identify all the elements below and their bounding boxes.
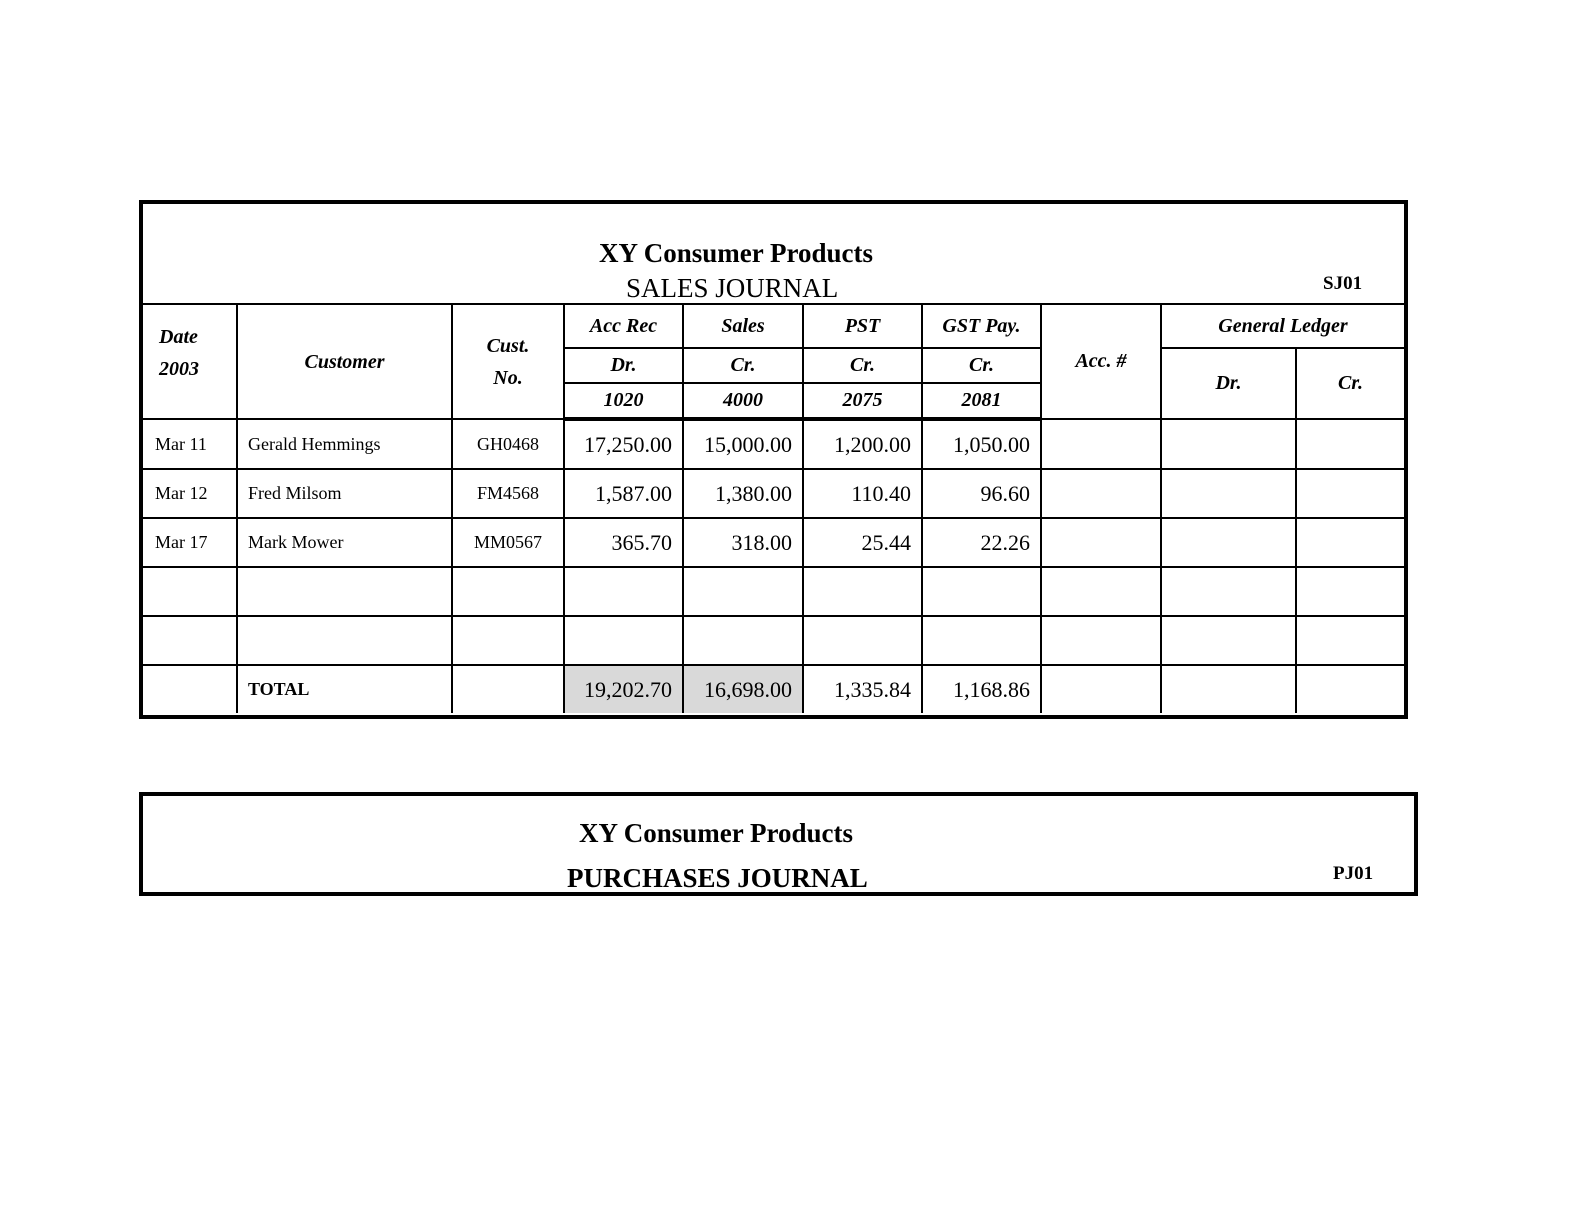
header-pst-side: Cr. xyxy=(803,348,922,383)
header-sales: Sales xyxy=(683,304,803,348)
total-label: TOTAL xyxy=(237,665,452,713)
purchases-journal-code: PJ01 xyxy=(1333,863,1374,884)
row-customer: Mark Mower xyxy=(237,518,452,567)
header-acc-num: Acc. # xyxy=(1041,304,1161,419)
empty-cell xyxy=(143,616,237,665)
header-date-year: 2003 xyxy=(159,358,199,380)
total-cust-no-cell xyxy=(452,665,564,713)
empty-cell xyxy=(803,616,922,665)
table-row xyxy=(143,469,1404,518)
header-pst: PST xyxy=(803,304,922,348)
row-gl-cr xyxy=(1296,419,1404,469)
empty-cell xyxy=(1296,616,1404,665)
header-date xyxy=(143,304,237,419)
sales-company-name: XY Consumer Products xyxy=(599,238,874,268)
empty-cell xyxy=(683,616,803,665)
total-row xyxy=(143,665,1404,713)
header-cust-no-line2: No. xyxy=(493,366,523,389)
row-cust-no: GH0468 xyxy=(452,419,564,469)
row-acc-rec: 17,250.00 xyxy=(564,419,683,469)
total-acc-num-cell xyxy=(1041,665,1161,713)
header-cust-no-line1: Cust. xyxy=(486,334,530,357)
row-acc-rec: 365.70 xyxy=(564,518,683,567)
header-acc-rec: Acc Rec xyxy=(564,304,683,348)
header-pst-number: 2075 xyxy=(803,383,922,419)
header-date-label: Date xyxy=(159,326,198,348)
total-date-cell xyxy=(143,665,237,713)
sales-journal-title: SALES JOURNAL xyxy=(626,273,839,303)
empty-cell xyxy=(237,567,452,616)
total-gl-dr-cell xyxy=(1161,665,1296,713)
header-sales-side: Cr. xyxy=(683,348,803,383)
header-customer: Customer xyxy=(237,304,452,419)
row-date: Mar 11 xyxy=(143,419,237,469)
empty-cell xyxy=(922,616,1041,665)
header-gl-dr: Dr. xyxy=(1161,348,1296,419)
empty-cell xyxy=(922,567,1041,616)
header-acc-rec-number: 1020 xyxy=(564,383,683,419)
row-acc-num xyxy=(1041,419,1161,469)
row-pst: 25.44 xyxy=(803,518,922,567)
row-gl-cr xyxy=(1296,518,1404,567)
row-gl-dr xyxy=(1161,469,1296,518)
purchases-journal-title: PURCHASES JOURNAL xyxy=(567,863,868,893)
header-gl-cr: Cr. xyxy=(1296,348,1404,419)
empty-cell xyxy=(1041,616,1161,665)
header-cust-no xyxy=(452,304,564,419)
total-gl-cr-cell xyxy=(1296,665,1404,713)
row-acc-num xyxy=(1041,518,1161,567)
row-sales: 15,000.00 xyxy=(683,419,803,469)
table-row xyxy=(143,518,1404,567)
header-gst-number: 2081 xyxy=(922,383,1041,419)
empty-cell xyxy=(1041,567,1161,616)
row-acc-num xyxy=(1041,469,1161,518)
row-gl-dr xyxy=(1161,419,1296,469)
row-cust-no: FM4568 xyxy=(452,469,564,518)
empty-cell xyxy=(452,616,564,665)
empty-cell xyxy=(452,567,564,616)
header-acc-rec-side: Dr. xyxy=(564,348,683,383)
empty-cell xyxy=(683,567,803,616)
sales-journal xyxy=(139,200,1408,719)
row-cust-no: MM0567 xyxy=(452,518,564,567)
header-sales-number: 4000 xyxy=(683,383,803,419)
row-gst: 1,050.00 xyxy=(922,419,1041,469)
empty-row xyxy=(143,567,1404,616)
row-acc-rec: 1,587.00 xyxy=(564,469,683,518)
row-customer: Gerald Hemmings xyxy=(237,419,452,469)
header-general-ledger: General Ledger xyxy=(1161,304,1404,348)
header-gst-side: Cr. xyxy=(922,348,1041,383)
empty-cell xyxy=(564,616,683,665)
row-gst: 22.26 xyxy=(922,518,1041,567)
total-gst: 1,168.86 xyxy=(922,665,1041,713)
row-pst: 1,200.00 xyxy=(803,419,922,469)
row-date: Mar 12 xyxy=(143,469,237,518)
header-gst: GST Pay. xyxy=(922,304,1041,348)
row-date: Mar 17 xyxy=(143,518,237,567)
total-sales: 16,698.00 xyxy=(683,665,803,713)
table-row xyxy=(143,419,1404,469)
row-gl-cr xyxy=(1296,469,1404,518)
total-acc-rec: 19,202.70 xyxy=(564,665,683,713)
row-pst: 110.40 xyxy=(803,469,922,518)
empty-cell xyxy=(1296,567,1404,616)
empty-cell xyxy=(1161,567,1296,616)
row-gst: 96.60 xyxy=(922,469,1041,518)
empty-cell xyxy=(143,567,237,616)
empty-cell xyxy=(237,616,452,665)
sales-journal-table xyxy=(143,303,1404,713)
empty-cell xyxy=(803,567,922,616)
sales-journal-code: SJ01 xyxy=(1323,273,1363,294)
row-sales: 1,380.00 xyxy=(683,469,803,518)
empty-cell xyxy=(564,567,683,616)
row-customer: Fred Milsom xyxy=(237,469,452,518)
purchases-company-name: XY Consumer Products xyxy=(579,818,854,848)
row-sales: 318.00 xyxy=(683,518,803,567)
empty-cell xyxy=(1161,616,1296,665)
sales-journal-title-area xyxy=(143,204,1404,304)
row-gl-dr xyxy=(1161,518,1296,567)
total-pst: 1,335.84 xyxy=(803,665,922,713)
empty-row xyxy=(143,616,1404,665)
purchases-journal xyxy=(139,792,1418,896)
